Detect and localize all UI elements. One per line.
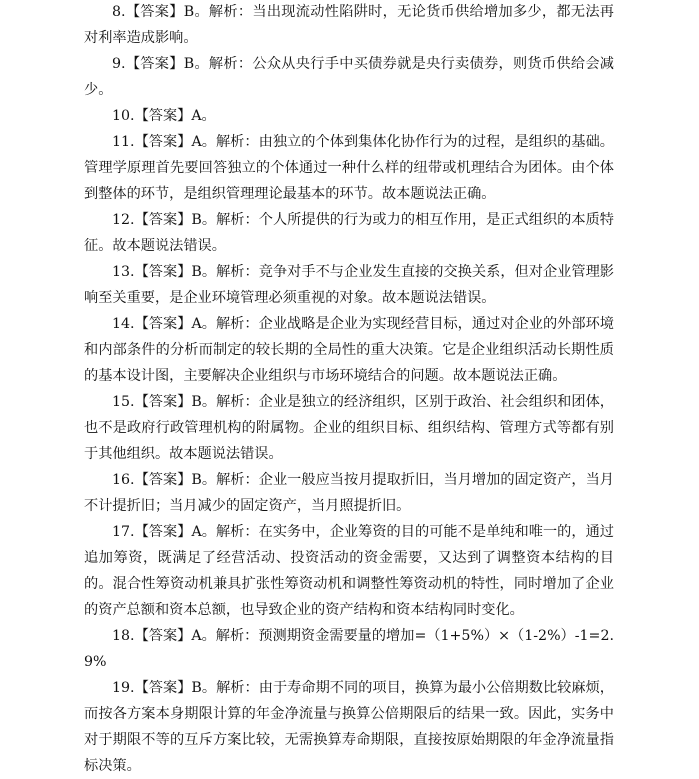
- document-page: [84, 0, 614, 774]
- answer-paragraph-14: 14.【答案】A。解析：企业战略是企业为实现经营目标，通过对企业的外部环境和内部条件的分析而制定的较长期的全局性的重大决策。它是企业组织活动长期性质的基本设计图，主要解决企业组织与市场环境结合的问题。故本题说法正确。: [84, 316, 614, 384]
- answer-paragraph-16: 16.【答案】B。解析：企业一般应当按月提取折旧，当月增加的固定资产，当月不计提折旧；当月减少的固定资产，当月照提折旧。: [84, 472, 614, 514]
- answer-paragraph-11: 11.【答案】A。解析：由独立的个体到集体化协作行为的过程，是组织的基础。管理学原理首先要回答独立的个体通过一种什么样的纽带或机理结合为团体。由个体到整体的环节，是组织管理理论最基本的环节。故本题说法正确。: [84, 134, 614, 202]
- answer-paragraph-17: 17.【答案】A。解析：在实务中，企业筹资的目的可能不是单纯和唯一的，通过追加筹资，既满足了经营活动、投资活动的资金需要，又达到了调整资本结构的目的。混合性筹资动机兼具扩张性筹资动机和调整性筹资动机的特性，同时增加了企业的资产总额和资本总额，也导致企业的资产结构和资本结构同时变化。: [84, 524, 614, 618]
- answer-paragraph-15: 15.【答案】B。解析：企业是独立的经济组织，区别于政治、社会组织和团体，也不是政府行政管理机构的附属物。企业的组织目标、组织结构、管理方式等都有别于其他组织。故本题说法错误。: [84, 394, 614, 462]
- answer-paragraph-12: 12.【答案】B。解析：个人所提供的行为或力的相互作用，是正式组织的本质特征。故本题说法错误。: [84, 212, 614, 254]
- answer-paragraph-9: 9.【答案】B。解析：公众从央行手中买债券就是央行卖债券，则货币供给会减少。: [84, 56, 614, 98]
- answer-paragraph-10: 10.【答案】A。: [112, 108, 216, 124]
- answer-paragraph-19: 19.【答案】B。解析：由于寿命期不同的项目，换算为最小公倍期数比较麻烦，而按各方案本身期限计算的年金净流量与换算公倍期限后的结果一致。因此，实务中对于期限不等的互斥方案比较，无需换算寿命期限，直接按原始期限的年金净流量指标决策。: [84, 680, 614, 774]
- answer-paragraph-18: 18.【答案】A。解析：预测期资金需要量的增加=（1+5%）×（1-2%）-1=2.9%: [84, 628, 614, 670]
- answer-paragraph-8: 8.【答案】B。解析：当出现流动性陷阱时，无论货币供给增加多少，都无法再对利率造成影响。: [84, 4, 614, 46]
- answer-paragraph-13: 13.【答案】B。解析：竞争对手不与企业发生直接的交换关系，但对企业管理影响至关重要，是企业环境管理必须重视的对象。故本题说法错误。: [84, 264, 614, 306]
